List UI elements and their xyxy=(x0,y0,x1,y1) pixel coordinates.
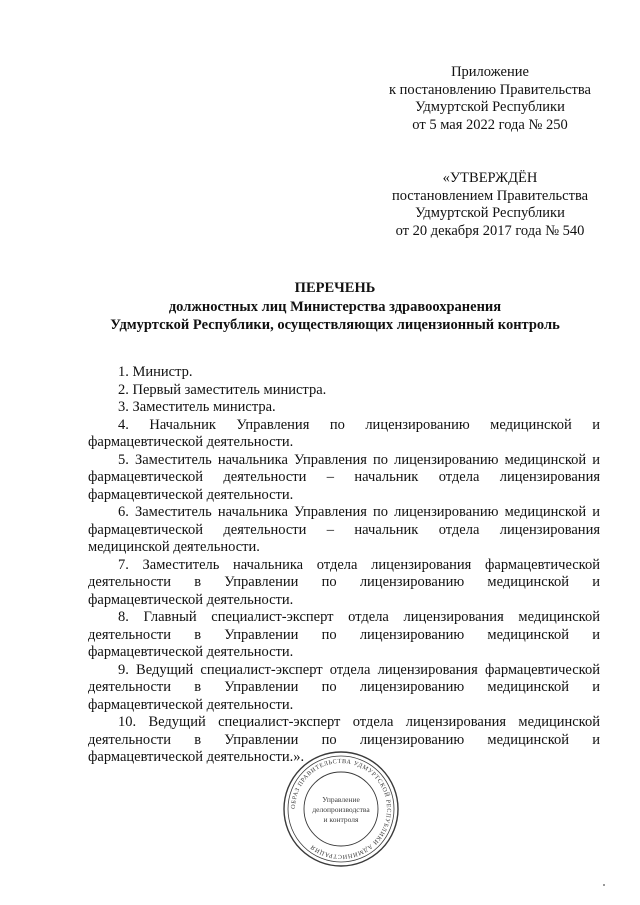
list-item: 8. Главный специалист-эксперт отдела лицензирования медицинской деятельности в Управлении по лицензированию медицинской и фармацевтической деятельности. xyxy=(88,609,600,660)
approval-line-2: постановлением Правительства xyxy=(391,187,589,204)
list-item: 4. Начальник Управления по лицензированию медицинской и фармацевтической деятельности. xyxy=(88,416,600,450)
approval-line-1: «УТВЕРЖДЁН xyxy=(442,170,538,186)
list-item: 2. Первый заместитель министра. xyxy=(118,381,327,398)
list-item: 6. Заместитель начальника Управления по лицензированию медицинской и фармацевтической деятельности – начальник отдела лицензирования медицинской деятельности. xyxy=(88,504,600,555)
list-item: 1. Министр. xyxy=(118,364,193,380)
approval-line-3: Удмуртской Республики xyxy=(415,205,565,222)
appendix-line-4: от 5 мая 2022 года № 250 xyxy=(412,116,568,133)
stamp-center-line-1: Управление xyxy=(322,795,360,804)
stamp-seal-icon xyxy=(282,750,400,868)
appendix-line-1: Приложение xyxy=(451,64,529,80)
appendix-line-3: Удмуртской Республики xyxy=(415,99,565,116)
scan-artifact xyxy=(603,884,605,886)
official-stamp xyxy=(282,750,400,868)
appendix-header xyxy=(380,64,600,134)
stamp-center-line-2: делопроизводства xyxy=(312,805,370,814)
list-item: 9. Ведущий специалист-эксперт отдела лицензирования фармацевтической деятельности в Управлении по лицензированию медицинской и фармацевтической деятельности. xyxy=(88,661,600,713)
title-line-1: ПЕРЕЧЕНЬ xyxy=(294,280,376,296)
positions-list xyxy=(88,364,600,767)
document-title xyxy=(70,279,600,335)
approval-block xyxy=(380,170,600,240)
list-item: 5. Заместитель начальника Управления по лицензированию медицинской и фармацевтической деятельности – начальник отдела лицензирования фармацевтической деятельности. xyxy=(88,451,600,503)
approval-line-4: от 20 декабря 2017 года № 540 xyxy=(395,222,585,239)
stamp-center-line-3: и контроля xyxy=(323,815,359,824)
title-line-2: должностных лиц Министерства здравоохранения xyxy=(168,298,502,315)
stamp-outer-text: ОБРАЗ ПРАВИТЕЛЬСТВА УДМУРТСКОЙ РЕСПУБЛИКИ АДМИНИСТРАЦИЯ xyxy=(289,757,393,861)
list-item: 10. Ведущий специалист-эксперт отдела лицензирования медицинской деятельности в Управлении по лицензированию медицинской и фармацевтической деятельности.». xyxy=(88,714,600,765)
list-item: 3. Заместитель министра. xyxy=(118,399,276,415)
title-line-3: Удмуртской Республики, осуществляющих лицензионный контроль xyxy=(110,317,560,333)
list-item: 7. Заместитель начальника отдела лицензирования фармацевтической деятельности в Управлении по лицензированию медицинской и фармацевтической деятельности. xyxy=(88,556,600,608)
appendix-line-2: к постановлению Правительства xyxy=(389,81,591,98)
